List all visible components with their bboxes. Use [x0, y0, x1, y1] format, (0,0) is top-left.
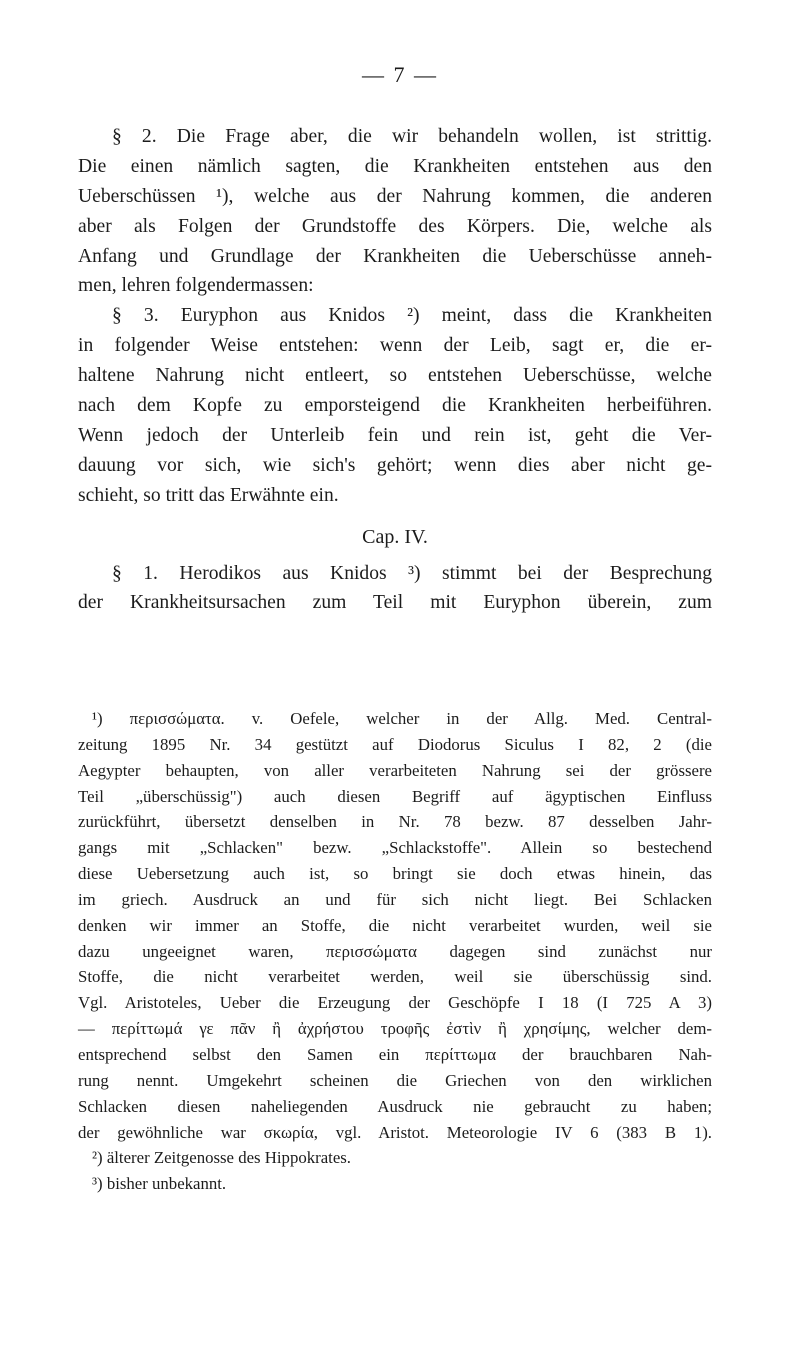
footnote-line: ¹) περισσώματα. v. Oefele, welcher in der Allg. Med. Central- — [92, 709, 712, 728]
footnote-line: der gewöhnliche war σκωρία, vgl. Aristot. Meteorologie IV 6 (383 B 1). — [78, 1122, 712, 1142]
footnotes — [78, 706, 712, 1197]
footnote-line: dazu ungeeignet waren, περισσώματα dagegen sind zunächst nur — [78, 941, 712, 961]
text-line: Ueberschüssen ¹), welche aus der Nahrung kommen, die anderen — [78, 185, 712, 207]
text-line: § 2. Die Frage aber, die wir behandeln wollen, ist strittig. — [112, 126, 712, 147]
footnote-line: entsprechend selbst den Samen ein περίττωμα der brauchbaren Nah- — [78, 1044, 712, 1064]
footnote-line: Schlacken diesen naheliegenden Ausdruck nie gebraucht zu haben; — [78, 1096, 712, 1116]
footnote-line: Aegypter behaupten, von aller verarbeiteten Nahrung sei der grössere — [78, 760, 712, 780]
footnote-line: denken wir immer an Stoffe, die nicht verarbeitet wurden, weil sie — [78, 915, 712, 935]
footnote-line: Vgl. Aristoteles, Ueber die Erzeugung der Geschöpfe I 18 (I 725 A 3) — [78, 993, 712, 1013]
text-line: Die einen nämlich sagten, die Krankheiten entstehen aus den — [78, 155, 712, 177]
text-line: men, lehren folgendermassen: — [78, 275, 314, 297]
footnote-line: ²) älterer Zeitgenosse des Hippokrates. — [92, 1148, 351, 1168]
footnote-line: gangs mit „Schlacken" bezw. „Schlackstoffe". Allein so bestechend — [78, 838, 712, 858]
text-line: dauung vor sich, wie sich's gehört; wenn dies aber nicht ge- — [78, 454, 712, 476]
footnote-line: diese Uebersetzung auch ist, so bringt sie doch etwas hinein, das — [78, 864, 712, 884]
footnote-line: rung nennt. Umgekehrt scheinen die Griechen von den wirklichen — [78, 1070, 712, 1090]
footnote-line: Teil „überschüssig") auch diesen Begriff auf ägyptischen Einfluss — [78, 786, 712, 806]
text-line: § 1. Herodikos aus Knidos ³) stimmt bei der Besprechung — [112, 562, 712, 584]
text-line: Wenn jedoch der Unterleib fein und rein ist, geht die Ver- — [78, 424, 712, 446]
footnote-line: im griech. Ausdruck an und für sich nicht liegt. Bei Schlacken — [78, 889, 712, 909]
text-line: Anfang und Grundlage der Krankheiten die Ueberschüsse anneh- — [78, 245, 712, 267]
footnote-line: Stoffe, die nicht verarbeitet werden, weil sie überschüssig sind. — [78, 967, 712, 987]
footnote-line: ³) bisher unbekannt. — [92, 1174, 227, 1194]
text-line: in folgender Weise entstehen: wenn der Leib, sagt er, die er- — [78, 335, 712, 357]
text-line: aber als Folgen der Grundstoffe des Körpers. Die, welche als — [78, 215, 712, 237]
page-number: — 7 — — [362, 62, 438, 87]
footnote-line: — περίττωμά γε πᾶν ἢ ἀχρήστου τροφῆς ἐστὶν ἢ χρησίμης, welcher dem- — [78, 1019, 712, 1039]
footnote-line: zeitung 1895 Nr. 34 gestützt auf Diodorus Siculus I 82, 2 (die — [78, 734, 712, 754]
text-line: § 3. Euryphon aus Knidos ²) meint, dass die Krankheiten — [112, 305, 712, 327]
chapter-heading: Cap. IV. — [362, 525, 428, 548]
footnote-line: zurückführt, übersetzt denselben in Nr. 78 bezw. 87 desselben Jahr- — [78, 812, 712, 832]
text-line: schieht, so tritt das Erwähnte ein. — [78, 484, 339, 506]
main-text — [78, 122, 712, 618]
text-line: der Krankheitsursachen zum Teil mit Euryphon überein, zum — [78, 592, 712, 614]
text-line: haltene Nahrung nicht entleert, so entstehen Ueberschüsse, welche — [78, 365, 712, 387]
text-line: nach dem Kopfe zu emporsteigend die Krankheiten herbeiführen. — [78, 395, 712, 417]
